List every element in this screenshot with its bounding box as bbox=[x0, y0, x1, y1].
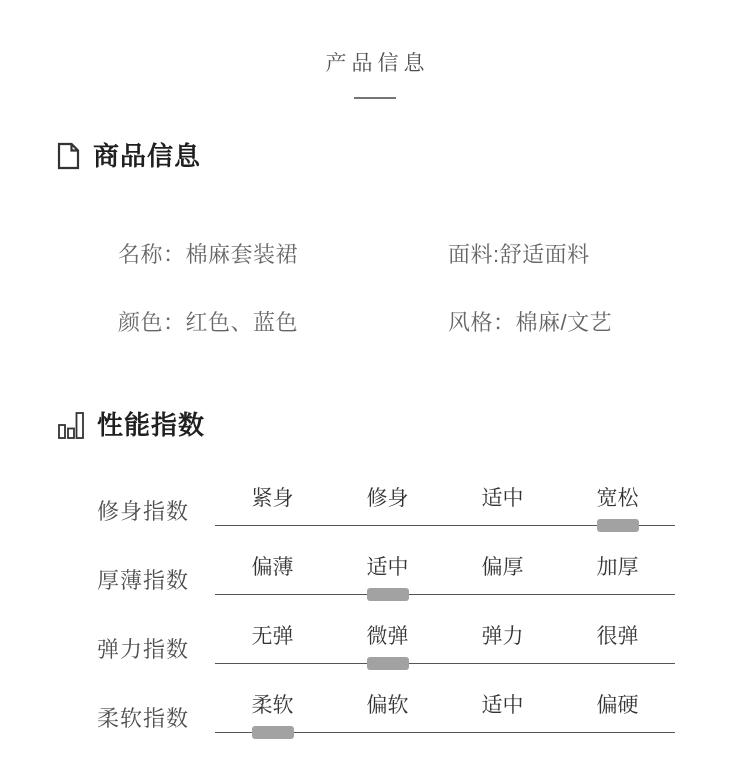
perf-row-label: 弹力指数 bbox=[97, 637, 190, 662]
option-label: 无弹 bbox=[251, 625, 294, 648]
option-label: 偏硬 bbox=[596, 694, 639, 717]
perf-track bbox=[215, 693, 675, 733]
perf-options bbox=[215, 486, 675, 511]
option-label: 适中 bbox=[366, 556, 409, 579]
product-info-section-header bbox=[0, 139, 750, 173]
option-label: 偏软 bbox=[366, 694, 409, 717]
perf-row-label: 厚薄指数 bbox=[97, 568, 190, 593]
performance-section-header bbox=[0, 408, 750, 442]
option-label: 柔软 bbox=[251, 694, 294, 717]
performance-section-title: 性能指数 bbox=[97, 410, 206, 440]
info-field-style: 风格：棉麻/文艺 bbox=[448, 310, 613, 335]
option-label: 偏厚 bbox=[481, 556, 524, 579]
performance-row-fit bbox=[97, 486, 675, 526]
info-field-name: 名称：棉麻套装裙 bbox=[118, 242, 299, 267]
perf-options bbox=[215, 693, 675, 718]
info-field-color: 颜色：红色、蓝色 bbox=[118, 310, 299, 335]
perf-track bbox=[215, 624, 675, 664]
performance-row-softness bbox=[97, 693, 675, 733]
title-underline bbox=[354, 97, 396, 99]
option-label: 微弹 bbox=[366, 625, 409, 648]
option-label: 宽松 bbox=[596, 487, 639, 510]
perf-track bbox=[215, 555, 675, 595]
rating-marker bbox=[367, 588, 409, 601]
performance-table bbox=[0, 486, 750, 733]
document-icon bbox=[57, 142, 80, 170]
perf-scale-line bbox=[215, 663, 675, 664]
option-label: 偏薄 bbox=[251, 556, 294, 579]
perf-track bbox=[215, 486, 675, 526]
option-label: 适中 bbox=[481, 694, 524, 717]
perf-row-label: 修身指数 bbox=[97, 499, 190, 524]
option-label: 很弹 bbox=[596, 625, 639, 648]
rating-marker bbox=[367, 657, 409, 670]
perf-scale-line bbox=[215, 594, 675, 595]
option-label: 适中 bbox=[481, 487, 524, 510]
performance-row-elasticity bbox=[97, 624, 675, 664]
perf-options bbox=[215, 555, 675, 580]
page-title: 产品信息 bbox=[325, 51, 430, 75]
rating-marker bbox=[252, 726, 294, 739]
page-header bbox=[0, 0, 750, 99]
perf-row-label: 柔软指数 bbox=[97, 706, 190, 731]
option-label: 加厚 bbox=[596, 556, 639, 579]
product-info-grid bbox=[118, 241, 750, 337]
bar-chart-icon bbox=[57, 410, 84, 440]
option-label: 弹力 bbox=[481, 625, 524, 648]
info-field-fabric: 面料:舒适面料 bbox=[448, 242, 590, 267]
performance-row-thickness bbox=[97, 555, 675, 595]
product-info-section-title: 商品信息 bbox=[93, 141, 202, 171]
option-label: 紧身 bbox=[251, 487, 294, 510]
rating-marker bbox=[597, 519, 639, 532]
perf-options bbox=[215, 624, 675, 649]
option-label: 修身 bbox=[366, 487, 409, 510]
